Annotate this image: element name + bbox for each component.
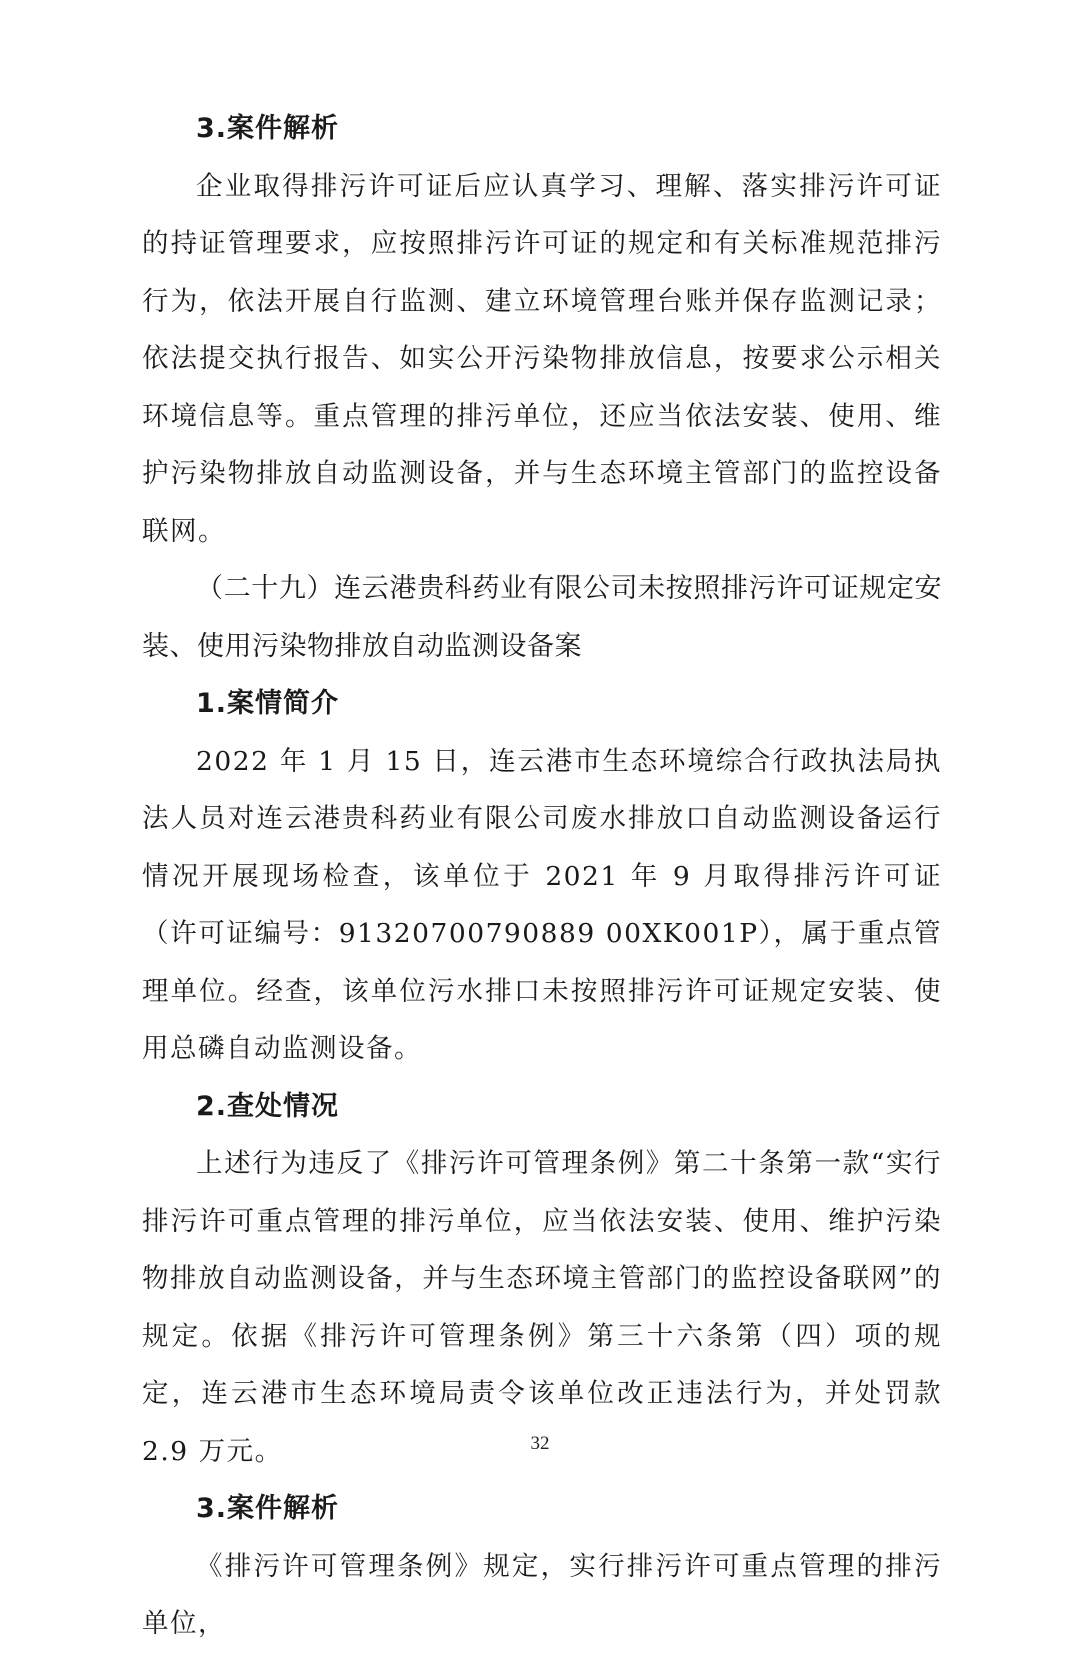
section-heading-case-analysis: 3.案件解析 (196, 113, 340, 144)
page-content (142, 100, 942, 1653)
section-heading-case-summary: 1.案情简介 (196, 688, 340, 719)
case-title: （二十九）连云港贵科药业有限公司未按照排污许可证规定安装、使用污染物排放自动监测设备案 (142, 573, 942, 662)
case-analysis-paragraph: 企业取得排污许可证后应认真学习、理解、落实排污许可证的持证管理要求，应按照排污许可证的规定和有关标准规范排污行为，依法开展自行监测、建立环境管理台账并保存监测记录；依法提交执行报告、如实公开污染物排放信息，按要求公示相关环境信息等。重点管理的排污单位，还应当依法安装、使用、维护污染物排放自动监测设备，并与生态环境主管部门的监控设备联网。 (142, 170, 942, 547)
case-summary-paragraph: 2022 年 1 月 15 日，连云港市生态环境综合行政执法局执法人员对连云港贵科药业有限公司废水排放口自动监测设备运行情况开展现场检查，该单位于 2021 年 9 月取得排污许可证（许可证编号：91320700790889 00XK001P），属于重点管理单位。经查，该单位污水排口未按照排污许可证规定安装、使用总磷自动监测设备。 (142, 745, 942, 1064)
case-analysis-paragraph-2: 《排污许可管理条例》规定，实行排污许可重点管理的排污单位， (142, 1550, 942, 1639)
section-heading-handling: 2.查处情况 (196, 1090, 340, 1122)
handling-paragraph: 上述行为违反了《排污许可管理条例》第二十条第一款“实行排污许可重点管理的排污单位，应当依法安装、使用、维护污染物排放自动监测设备，并与生态环境主管部门的监控设备联网”的规定。依据《排污许可管理条例》第三十六条第（四）项的规定，连云港市生态环境局责令该单位改正违法行为，并处罚款 2.9 万元。 (142, 1148, 942, 1467)
page-number: 32 (530, 1433, 550, 1454)
section-heading-case-analysis-2: 3.案件解析 (196, 1493, 340, 1524)
